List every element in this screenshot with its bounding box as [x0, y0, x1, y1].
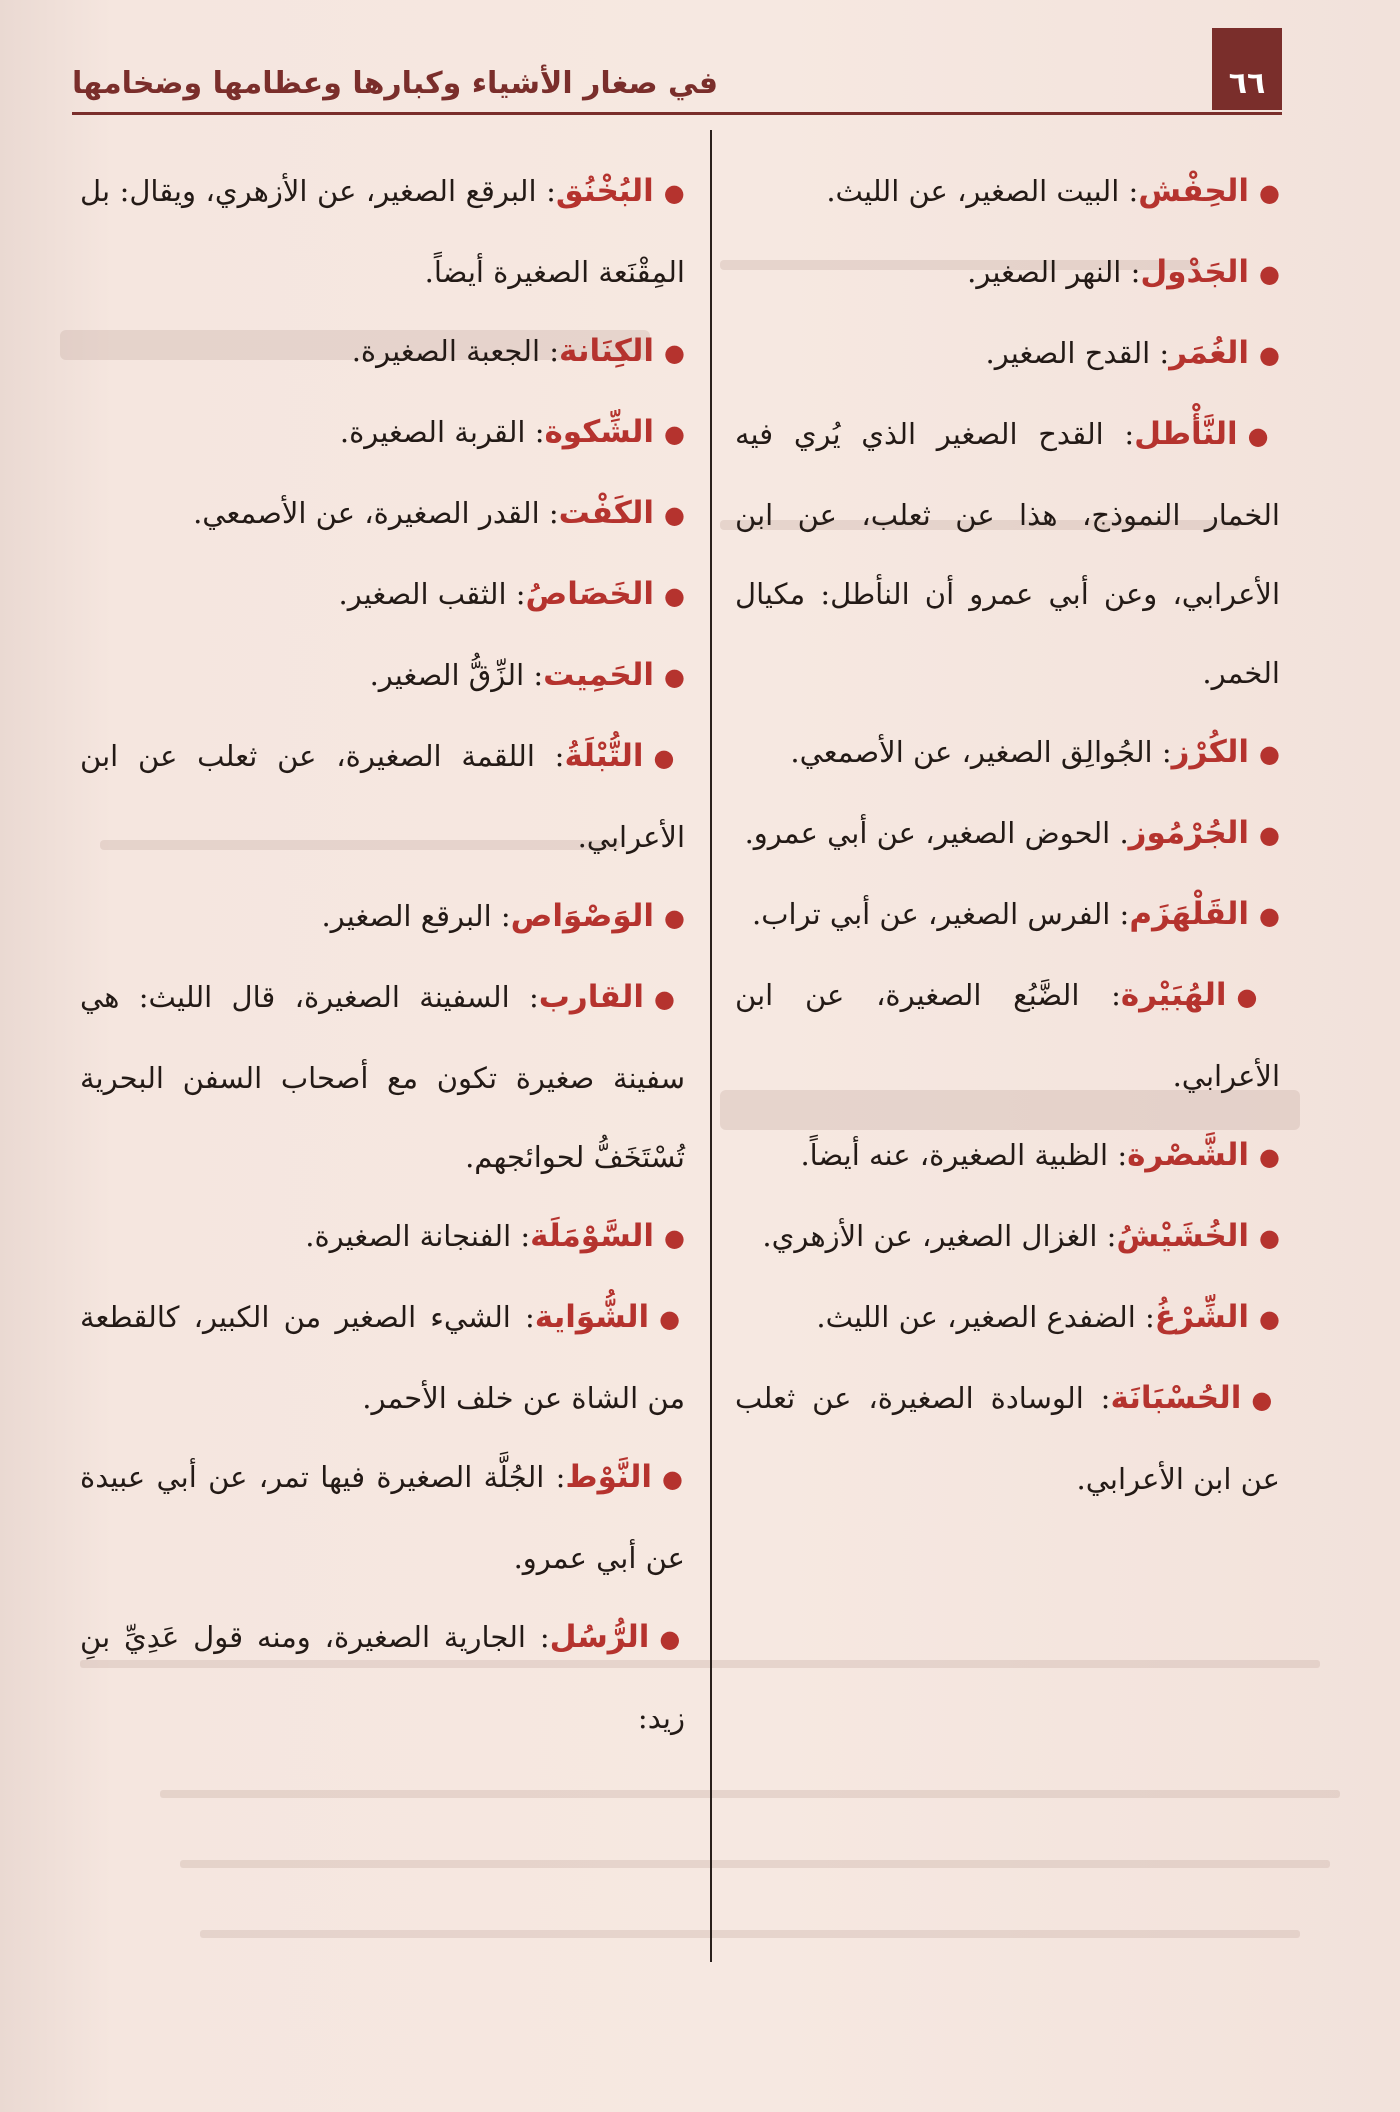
bullet-icon: ●: [661, 1465, 685, 1493]
entry: [80, 1598, 685, 1758]
bullet-icon: ●: [1259, 341, 1280, 369]
bullet-icon: ●: [1259, 821, 1280, 849]
entry: [735, 1197, 1280, 1278]
right-column: [735, 152, 1280, 1519]
headword: الكِنَانة: [559, 333, 655, 369]
entry: [80, 877, 685, 958]
headword: الهُبَيْرة: [1120, 977, 1227, 1013]
definition: : القربة الصغيرة.: [339, 415, 545, 449]
headword: النَّوْط: [565, 1459, 652, 1495]
entry: [80, 1278, 685, 1438]
bullet-icon: ●: [653, 985, 685, 1013]
left-column: [80, 152, 685, 1758]
column-divider: [710, 130, 712, 1962]
bullet-icon: ●: [1259, 1305, 1280, 1333]
headword: الجَدْول: [1140, 254, 1250, 290]
headword: الشِّرْغُ: [1154, 1299, 1250, 1335]
page-header: [72, 66, 1282, 118]
headword: الوَصْوَاص: [510, 898, 655, 934]
entry: [80, 1438, 685, 1598]
entry: [735, 956, 1280, 1116]
definition: . الحوض الصغير، عن أبي عمرو.: [744, 816, 1129, 850]
entry: [735, 875, 1280, 956]
headword: الكُرْز: [1171, 734, 1250, 770]
bullet-icon: ●: [1259, 179, 1280, 207]
definition: : الوسادة الصغيرة، عن ثعلب عن ابن الأعرابي.: [735, 1381, 1280, 1496]
definition: : البرقع الصغير، عن الأزهري، ويقال: بل المِقْنَعة الصغيرة أيضاً.: [80, 174, 685, 289]
headword: الحَمِيت: [543, 657, 655, 693]
headword: الكَفْت: [558, 495, 655, 531]
definition: : الظبية الصغيرة، عنه أيضاً.: [800, 1138, 1128, 1172]
bullet-icon: ●: [664, 501, 685, 529]
entry: [80, 958, 685, 1197]
entry: [80, 152, 685, 312]
header-rule: [72, 112, 1282, 115]
bullet-icon: ●: [1259, 1224, 1280, 1252]
entry: [80, 312, 685, 393]
definition: : اللقمة الصغيرة، عن ثعلب عن ابن الأعرابي.: [80, 739, 685, 854]
bullet-icon: ●: [1236, 983, 1280, 1011]
definition: : البرقع الصغير.: [321, 899, 511, 933]
entry: [80, 393, 685, 474]
definition: : الضَّبُع الصغيرة، عن ابن الأعرابي.: [735, 978, 1280, 1093]
definition: : الغزال الصغير، عن الأزهري.: [762, 1219, 1117, 1253]
definition: : السفينة الصغيرة، قال الليث: هي سفينة صغيرة تكون مع أصحاب السفن البحرية تُسْتَخَفُّ لحوائجهم.: [80, 980, 685, 1174]
headword: التُّبْلَةُ: [564, 738, 644, 774]
headword: الرُّسُل: [549, 1619, 650, 1655]
headword: الغُمَر: [1169, 335, 1250, 371]
entry: [80, 555, 685, 636]
bullet-icon: ●: [659, 1305, 685, 1333]
running-title: في صغار الأشياء وكبارها وعظامها وضخامها: [72, 66, 719, 101]
bullet-icon: ●: [663, 179, 685, 207]
bullet-icon: ●: [1259, 902, 1280, 930]
bullet-icon: ●: [664, 420, 685, 448]
definition: : الشيء الصغير من الكبير، كالقطعة من الشاة عن خلف الأحمر.: [80, 1300, 685, 1415]
bullet-icon: ●: [1259, 1143, 1280, 1171]
bullet-icon: ●: [664, 1224, 685, 1252]
headword: القارب: [538, 979, 644, 1015]
headword: القَلْهَزَم: [1129, 896, 1250, 932]
entry: [80, 1197, 685, 1278]
definition: : الجُوالِق الصغير، عن الأصمعي.: [790, 735, 1172, 769]
headword: البُخْنُق: [555, 173, 654, 209]
headword: الشُّوَاية: [534, 1299, 650, 1335]
bullet-icon: ●: [1251, 1386, 1280, 1414]
definition: : النهر الصغير.: [967, 255, 1141, 289]
bullet-icon: ●: [1259, 260, 1280, 288]
definition: : القدح الصغير الذي يُري فيه الخمار النموذج، هذا عن ثعلب، عن ابن الأعرابي، وعن أبي عمرو أن النأطل: مكيال الخمر.: [735, 417, 1280, 690]
definition: : البيت الصغير، عن الليث.: [826, 174, 1139, 208]
headword: الحُسْبَانَة: [1110, 1380, 1242, 1416]
entry: [80, 717, 685, 877]
entry: [735, 314, 1280, 395]
entry: [735, 1359, 1280, 1519]
headword: الشِّكوة: [544, 414, 655, 450]
entry: [735, 152, 1280, 233]
definition: : الضفدع الصغير، عن الليث.: [816, 1300, 1155, 1334]
entry: [735, 395, 1280, 713]
headword: الجُرْمُوز: [1128, 815, 1250, 851]
headword: الحِفْش: [1138, 173, 1250, 209]
bullet-icon: ●: [659, 1625, 685, 1653]
entry: [80, 474, 685, 555]
bullet-icon: ●: [664, 582, 685, 610]
bullet-icon: ●: [1259, 740, 1280, 768]
headword: السَّوْمَلَة: [530, 1218, 655, 1254]
entry: [735, 713, 1280, 794]
bullet-icon: ●: [1247, 422, 1280, 450]
entry: [735, 794, 1280, 875]
bullet-icon: ●: [664, 904, 685, 932]
definition: : الفرس الصغير، عن أبي تراب.: [752, 897, 1130, 931]
entry: [735, 1278, 1280, 1359]
definition: : القدح الصغير.: [985, 336, 1170, 370]
page-number: ٦٦: [1212, 28, 1282, 110]
definition: : الثقب الصغير.: [338, 577, 526, 611]
definition: : الجارية الصغيرة، ومنه قول عَدِيِّ بنِ زيد:: [80, 1620, 685, 1735]
headword: الخَصَاصُ: [525, 576, 655, 612]
entry: [80, 636, 685, 717]
headword: الخُشَيْشُ: [1116, 1218, 1250, 1254]
headword: النَّأْطل: [1134, 416, 1238, 452]
entry: [735, 1116, 1280, 1197]
bullet-icon: ●: [664, 663, 685, 691]
bullet-icon: ●: [653, 744, 685, 772]
headword: الشَّصْرة: [1127, 1137, 1250, 1173]
definition: : الزِّقُّ الصغير.: [369, 658, 544, 692]
definition: : الفنجانة الصغيرة.: [305, 1219, 531, 1253]
definition: : الجعبة الصغيرة.: [351, 334, 560, 368]
definition: : القدر الصغيرة، عن الأصمعي.: [193, 496, 559, 530]
bullet-icon: ●: [664, 339, 685, 367]
definition: : الجُلَّة الصغيرة فيها تمر، عن أبي عبيدة عن أبي عمرو.: [80, 1460, 685, 1575]
entry: [735, 233, 1280, 314]
